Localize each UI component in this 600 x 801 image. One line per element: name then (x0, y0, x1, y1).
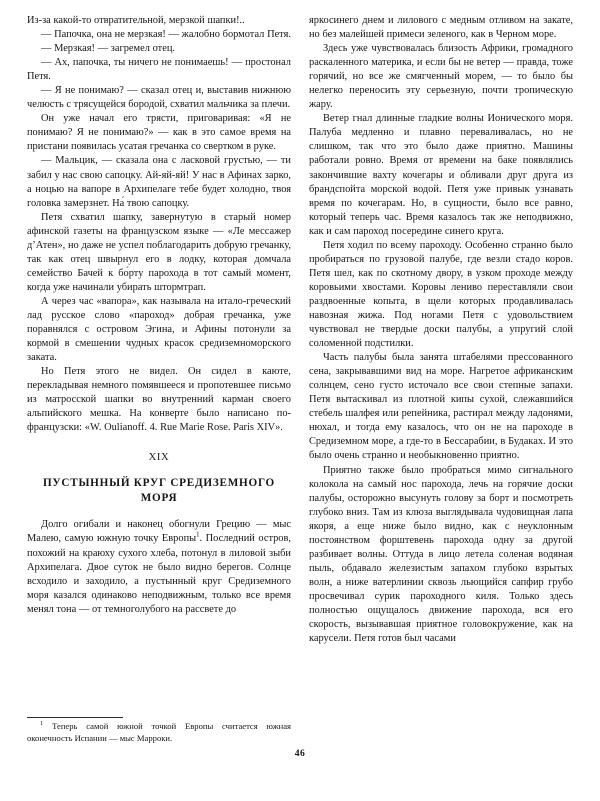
chapter-number: XIX (148, 452, 170, 464)
paragraph-text-after-ref: . Последний остров, похожий на краюху сухого хлеба, потонул в лиловой зыби Архипелага. Двое суток не было видно берегов. Солнце всходило и заходило, а пустынный круг Средиземного моря казался одинаково неподвижным, только все время менял тона — от темноголубого на рассвете до (27, 533, 292, 615)
chapter-title-line-2: МОРЯ (140, 491, 178, 504)
left-column-content (27, 14, 291, 712)
paragraph: Часть палубы была занята штабелями прессованного сена, закрывавшими вид на море. Нагретое африканским солнцем, сено густо источало все свои степные запахи. Петя вытаскивал из плотной кипы сухой, слежавшийся стебель шалфея или репейника, растирал между ладонями, нюхал, и тогда ему казалось, что он не на пароходе в Средиземном море, а где-то в Бессарабии, в Будаках. И это было очень странно и необыкновенно приятно. (309, 352, 573, 462)
paragraph-text-before-ref: Долго огибали и наконец обогнули Грецию — мыс Малею, самую южную точку Европы (27, 519, 291, 545)
paragraph: Ветер гнал длинные гладкие волны Ионического моря. Палуба медленно и плавно переваливалась, но не слишком, так что это было даже приятно. Машины работали ровно. Время от времени на баке появлялись закончившие вахту кочегары и обливали друг друга из брандспойта морской водой. Петя уже привык узнавать время по кочегарам. Но, в сущности, было все равно, который теперь час. Время казалось так же неподвижно, как и сам пароход посередине синего круга. (309, 113, 573, 237)
paragraph: Петя ходил по всему пароходу. Особенно странно было пробираться по грузовой палубе, где везли стадо коров. Петя шел, как по скотному двору, в узком проходе между коровьими хвостами. Коровы лениво переставляли свои раздвоенные копыта, в щели которых продавливалась навозная жижа. Под ногами Петя с удовольствием чувствовал не твердые доски палубы, а упругий слой соломенной подстилки. (309, 239, 573, 350)
paragraph: Приятно также было пробраться мимо сигнального колокола на самый нос парохода, лечь на горячие доски палубы, осторожно высунуть голову за борт и посмотреть глубоко вниз. Там из клюза выглядывала чудовищная лапа якоря, а еще ниже было видно, как с неуклонным постоянством форштевень парохода одну за другой разбивает волны. Оттуда в лицо летела соленая водяная пыль, обдавало железистым запахом глубоко взрытых волн, а ниже ватерлинии сквозь льющийся сапфир грубо просвечивал сурик пароходного киля. Только здесь полностью ощущалось движение парохода, вся его скорость, вызывавшая приятное головокружение, как на карусели. Петя готов был часами (309, 464, 573, 645)
chapter-heading (27, 451, 291, 505)
page-number: 46 (294, 748, 306, 759)
paragraph: Петя схватил шапку, завернутую в старый номер афинской газеты на французском языке — «Ле мессажер д’Атен», но даже не успел поблагодарить добрую гречанку, так как отец швырнул его в лодку, которая домчала семейство Бачей к бо́рту парохода в тот самый момент, когда уже начинали убирать штормтрап. (27, 211, 291, 293)
footnote-marker: 1 (40, 720, 44, 728)
right-text-column (309, 14, 573, 744)
paragraph: — Мальцик, — сказала она с ласковой грустью, — ти забил у нас свою сапоцку. Ай-яй-яй! У нас в Афинах зарко, а ноцью на вапоре в Архипелаге тебе будет холодно, твоя головка замерзнет. На́ твою сапоцку. (27, 155, 291, 209)
paragraph: Здесь уже чувствовалась близость Африки, громадного раскаленного материка, и если бы не ветер — правда, тоже горячий, но все же смягченный морем, — то было бы нелегко переносить эту серьезную, почти тропическую жару. (309, 43, 573, 111)
footnote-text (27, 721, 291, 744)
paragraph: — Ах, папочка, ты ничего не понимаешь! — простонал Петя. (27, 57, 291, 83)
paragraph-with-footnote-ref (27, 518, 291, 616)
footnote-separator-rule (27, 717, 123, 718)
right-column-content (309, 14, 573, 744)
paragraph: — Папочка, она не мерзкая! — жалобно бормотал Петя. (41, 29, 291, 41)
footnote (27, 717, 291, 744)
footnote-body: Теперь самой южной точкой Европы считается южная оконечность Испании — мыс Марроки. (27, 721, 291, 743)
paragraph: Но Петя этого не видел. Он сидел в каюте, перекладывая немного помявшееся и пропотевшее письмо из матросской шапки во внутренний карман своего альпийского мешка. На конверте было написано по-французски: «W. Oulianoff. 4. Rue Marie Rose. Paris XIV». (27, 366, 291, 434)
paragraph: Из-за какой-то отвратительной, мерзкой шапки!.. (27, 15, 245, 26)
footnote-reference-marker[interactable]: 1 (196, 531, 200, 539)
paragraph: яркосинего днем и лилового с медным отливом на закате, но без малейшей примеси зеленого, как в Черном море. (309, 15, 573, 41)
paragraph: — Мерзкая! — загремел отец. (41, 43, 175, 55)
two-column-text-body (27, 14, 574, 744)
chapter-title-line-1: ПУСТЫННЫЙ КРУГ СРЕДИЗЕМНОГО (42, 477, 275, 490)
chapter-title (27, 476, 291, 505)
paragraph: А через час «вапора», как называла на итало-греческий лад русское слово «пароход» добрая гречанка, уже поравнялся с островом Эгина, и Афины потонули за кормой в смешении чудных красок средиземноморского заката. (27, 295, 291, 364)
left-text-column (27, 14, 291, 744)
paragraph: — Я не понимаю? — сказал отец и, выставив нижнюю челюсть с трясущейся бородой, схватил мальчика за плечи. (27, 85, 291, 111)
paragraph: Он уже начал его трясти, приговаривая: «Я не понимаю? Я не понимаю?» — как в это самое время на пристани появилась усатая гречанка со свертком в руке. (27, 113, 291, 153)
